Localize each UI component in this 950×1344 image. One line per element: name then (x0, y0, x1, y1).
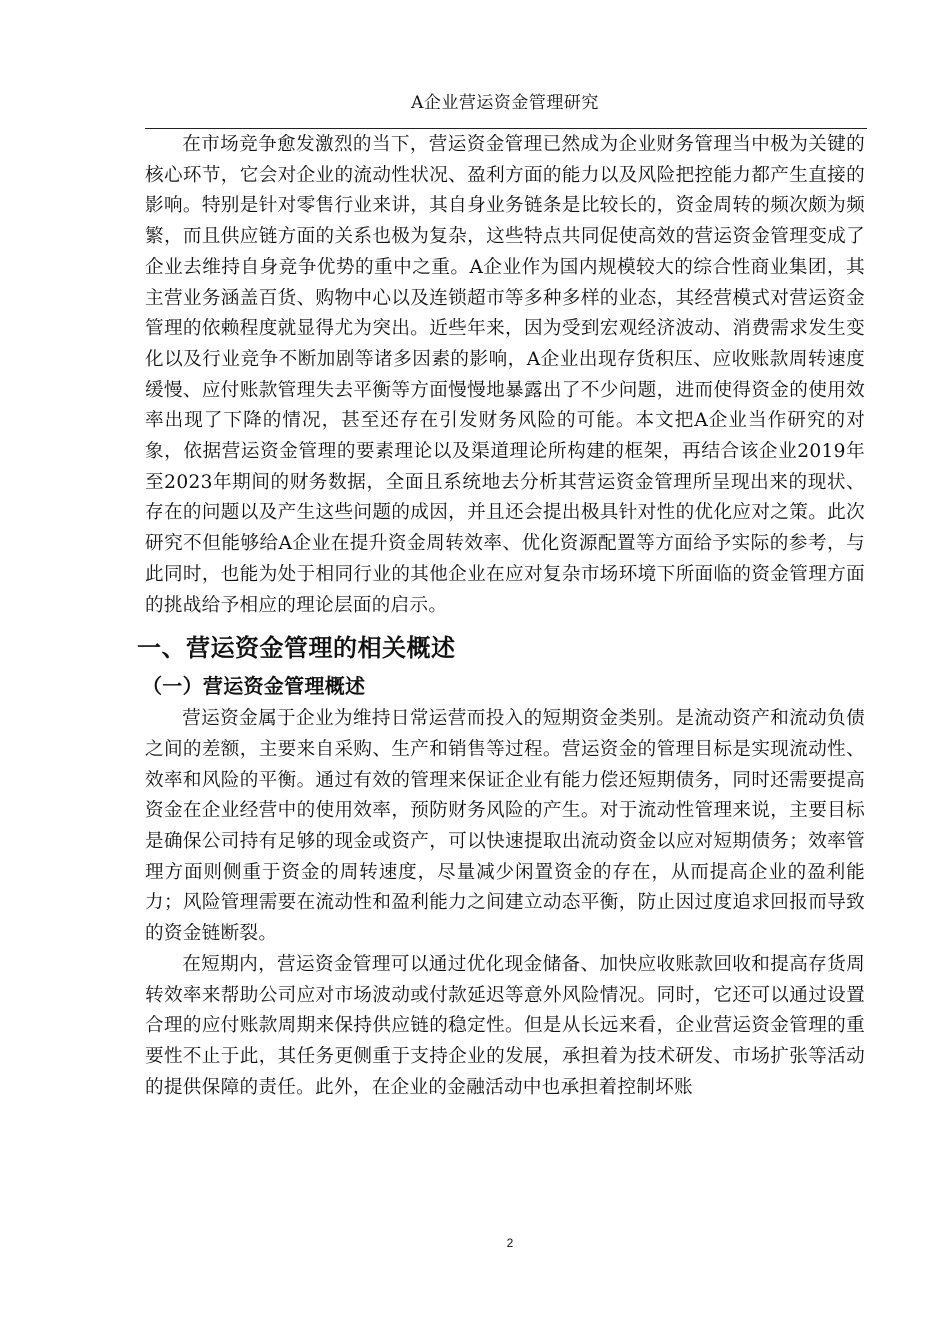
body-paragraph: 营运资金属于企业为维持日常运营而投入的短期资金类别。是流动资产和流动负债之间的差额，主要来自采购、生产和销售等过程。营运资金的管理目标是实现流动性、效率和风险的平衡。通过有效的管理来保证企业有能力偿还短期债务，同时还需要提高资金在企业经营中的使用效率，预防财务风险的产生。对于流动性管理来说，主要目标是确保公司持有足够的现金或资产，可以快速提取出流动资金以应对短期债务；效率管理方面则侧重于资金的周转速度，尽量减少闲置资金的存在，从而提高企业的盈利能力；风险管理需要在流动性和盈利能力之间建立动态平衡，防止因过度追求回报而导致的资金链断裂。 (145, 708, 865, 945)
header-divider (145, 128, 867, 129)
intro-paragraph: 在市场竞争愈发激烈的当下，营运资金管理已然成为企业财务管理当中极为关键的核心环节，它会对企业的流动性状况、盈利方面的能力以及风险把控能力都产生直接的影响。特别是针对零售行业来讲，其自身业务链条是比较长的，资金周转的频次颇为频繁，而且供应链方面的关系也极为复杂，这些特点共同促使高效的营运资金管理变成了企业去维持自身竞争优势的重中之重。A企业作为国内规模较大的综合性商业集团，其主营业务涵盖百货、购物中心以及连锁超市等多种多样的业态，其经营模式对营运资金管理的依赖程度就显得尤为突出。近些年来，因为受到宏观经济波动、消费需求发生变化以及行业竞争不断加剧等诸多因素的影响，A企业出现存货积压、应收账款周转速度缓慢、应付账款管理失去平衡等方面慢慢地暴露出了不少问题，进而使得资金的使用效率出现了下降的情况，甚至还存在引发财务风险的可能。本文把A企业当作研究的对象，依据营运资金管理的要素理论以及渠道理论所构建的框架，再结合该企业2019年至2023年期间的财务数据，全面且系统地去分析其营运资金管理所呈现出来的现状、存在的问题以及产生这些问题的成因，并且还会提出极具针对性的优化应对之策。此次研究不但能够给A企业在提升资金周转效率、优化资源配置等方面给予实际的参考，与此同时，也能为处于相同行业的其他企业在应对复杂市场环境下所面临的资金管理方面的挑战给予相应的理论层面的启示。 (145, 134, 865, 616)
page-number: 2 (506, 1236, 514, 1250)
subsection-heading: （一）营运资金管理概述 (142, 674, 366, 699)
section-heading: 一、营运资金管理的相关概述 (137, 634, 456, 663)
main-content (137, 130, 865, 1103)
body-paragraph: 在短期内，营运资金管理可以通过优化现金储备、加快应收账款回收和提高存货周转效率来帮助公司应对市场波动或付款延迟等意外风险情况。同时，它还可以通过设置合理的应付账款周期来保持供应链的稳定性。但是从长远来看，企业营运资金管理的重要性不止于此，其任务更侧重于支持企业的发展，承担着为技术研发、市场扩张等活动的提供保障的责任。此外，在企业的金融活动中也承担着控制坏账 (145, 953, 865, 1098)
running-header-title: A企业营运资金管理研究 (411, 93, 599, 113)
